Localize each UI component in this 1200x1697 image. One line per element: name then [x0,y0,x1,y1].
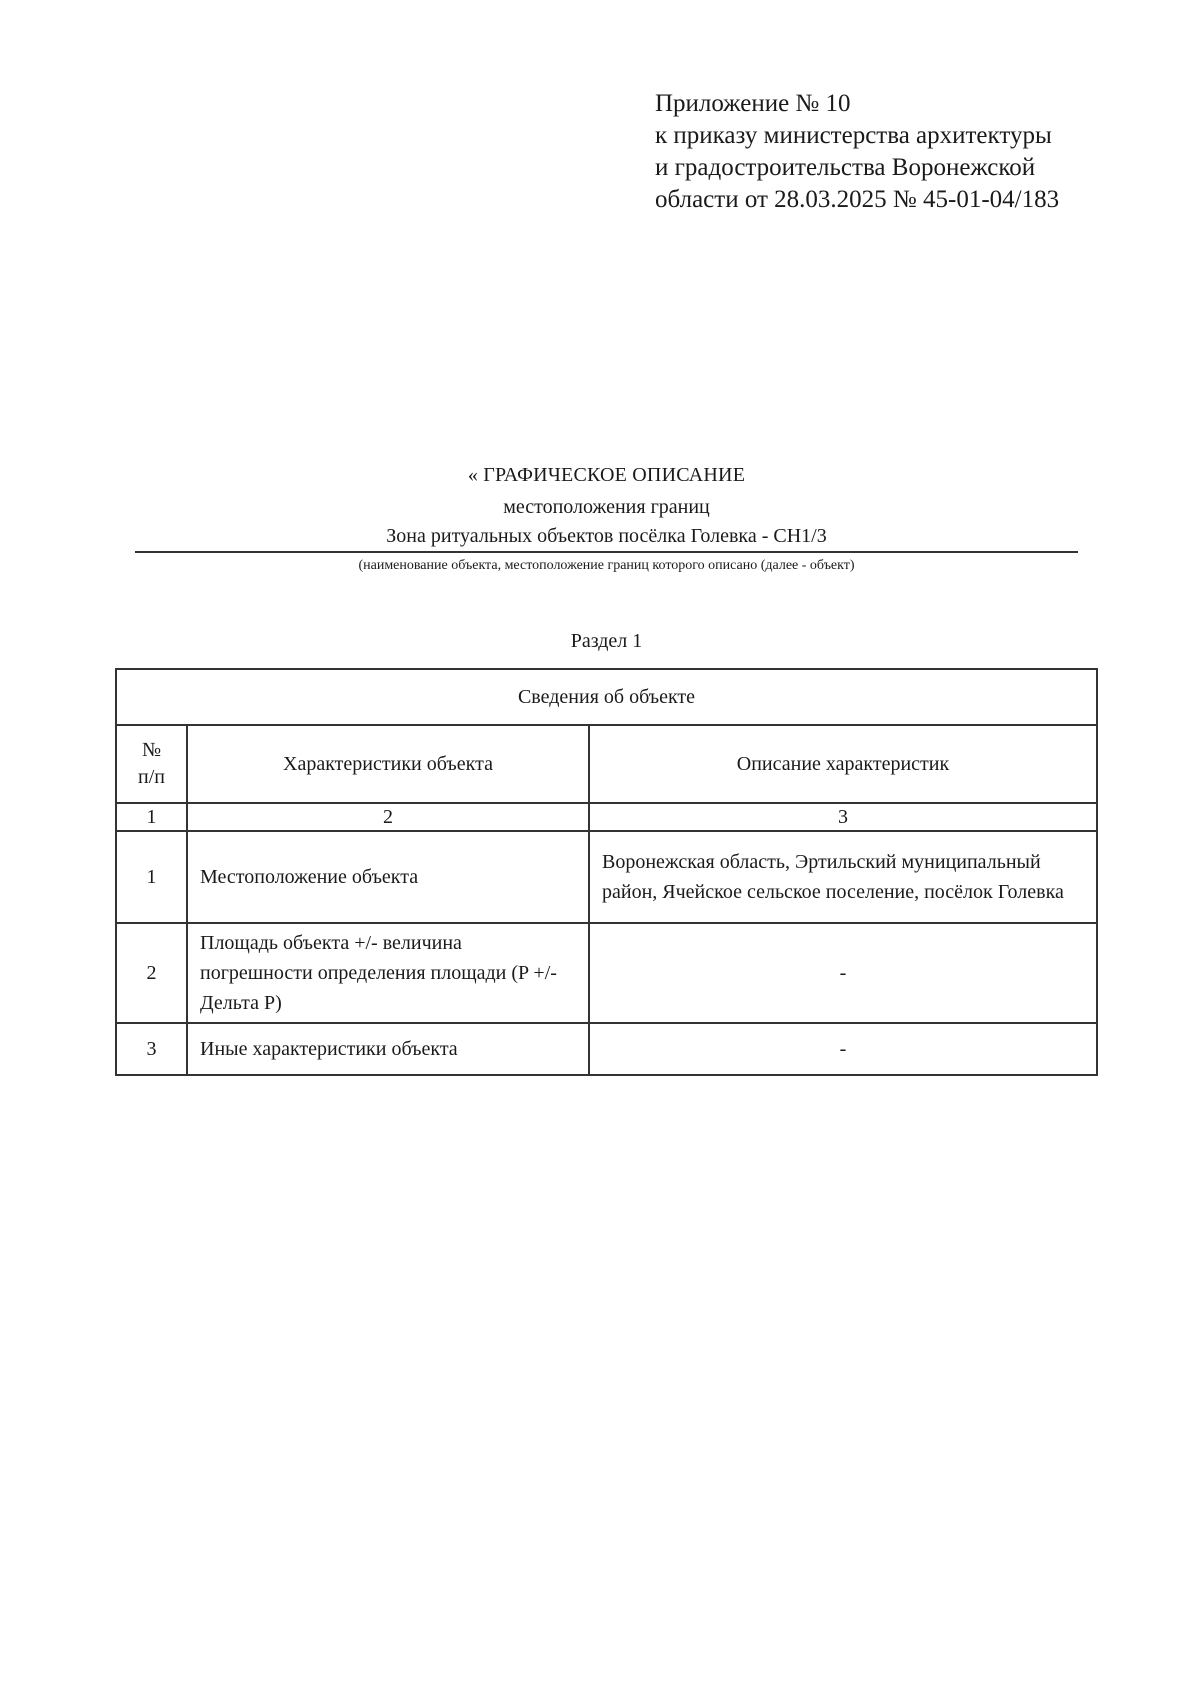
section-label: Раздел 1 [570,630,643,652]
annex-header [655,88,1175,216]
table-row [116,831,1097,923]
annex-line-1: Приложение № 10 [655,90,851,117]
header-number-line2: п/п [138,766,165,788]
table-row [116,1023,1097,1075]
header-number [116,725,187,803]
object-info-table [115,668,1098,1076]
document-title-block [135,460,1078,576]
column-number-row [116,803,1097,831]
row-description: - [589,923,1097,1023]
row-number: 2 [116,923,187,1023]
object-name-caption: (наименование объекта, местоположение границ которого описано (далее - объект) [358,558,855,573]
row-number: 3 [116,1023,187,1075]
annex-line-3: и градостроительства Воронежской [655,154,1036,181]
annex-line-4: области от 28.03.2025 № 45-01-04/183 [655,186,1060,213]
row-number: 1 [116,831,187,923]
header-number-line1: № [141,739,162,761]
annex-line-2: к приказу министерства архитектуры [655,122,1052,149]
row-characteristic: Местоположение объекта [187,831,589,923]
row-characteristic: Иные характеристики объекта [187,1023,589,1075]
row-description: - [589,1023,1097,1075]
header-characteristic: Характеристики объекта [187,725,589,803]
row-characteristic: Площадь объекта +/- величина погрешности определения площади (P +/- Дельта P) [187,923,589,1023]
row-description: Воронежская область, Эртильский муниципальный район, Ячейское сельское поселение, посёлок Голевка [589,831,1097,923]
table-caption: Сведения об объекте [116,669,1097,725]
header-description: Описание характеристик [589,725,1097,803]
table-row [116,923,1097,1023]
object-name: Зона ритуальных объектов посёлка Голевка - СН1/3 [135,522,1078,553]
column-number-3: 3 [589,803,1097,831]
column-number-1: 1 [116,803,187,831]
column-number-2: 2 [187,803,589,831]
document-subtitle: местоположения границ [503,496,710,518]
document-title: « ГРАФИЧЕСКОЕ ОПИСАНИЕ [467,464,746,486]
